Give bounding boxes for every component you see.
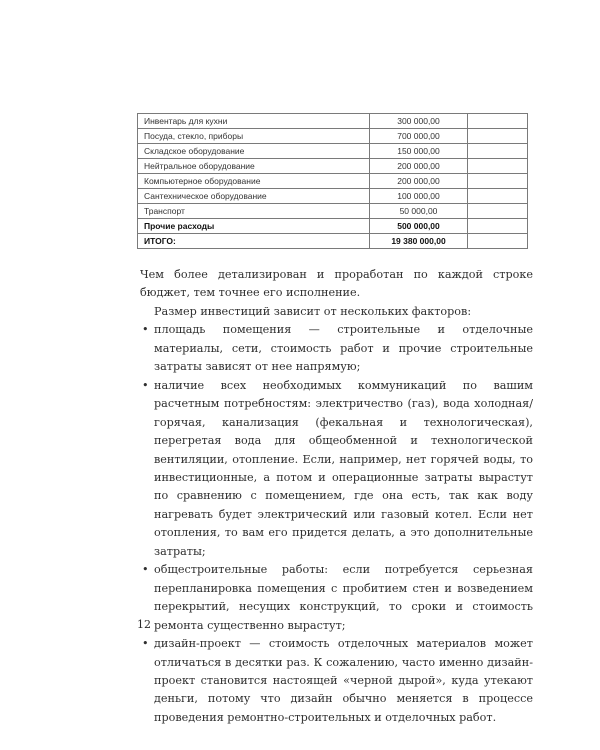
bullet-icon: • (142, 378, 149, 392)
intro-paragraph: Чем более детализирован и проработан по каждой строке бюджет, тем точнее его исполнение. (140, 268, 533, 300)
total-label: ИТОГО: (138, 234, 370, 249)
list-item (140, 561, 533, 635)
bullet-icon: • (142, 637, 149, 651)
empty-cell (468, 129, 528, 144)
empty-cell (468, 219, 528, 234)
list-item-text: наличие всех необходимых коммуникаций по вашим расчетным потребностям: электричество (газ), вода холодная/горячая, канализация (фекальная и технологическая), перегретая вода для общеобменной и технологической вентиляции, отопление. Если, например, нет горячей воды, то инвестиционные, а потом и операционные затраты вырастут по сравнению с помещением, где она есть, так как воду нагревать будет электрический или газовый котел. Если нет отопления, то вам его придется делать, а это дополнительные затраты; (154, 378, 533, 558)
factors-lead: Размер инвестиций зависит от нескольких факторов: (154, 304, 472, 318)
amount-cell: 700 000,00 (370, 129, 468, 144)
bullet-icon: • (142, 563, 149, 577)
page-number: 12 (137, 618, 151, 631)
empty-cell (468, 189, 528, 204)
table-row (138, 189, 528, 204)
item-cell: Транспорт (138, 204, 370, 219)
list-item-text: дизайн-проект — стоимость отделочных материалов может отличаться в десятки раз. К сожалению, часто именно дизайн-проект становится настоящей «черной дырой», куда утекают деньги, потому что дизайн обычно меняется в процессе проведения ремонтно-строительных и отделочных работ. (154, 637, 533, 724)
table-row (138, 204, 528, 219)
table-row (138, 174, 528, 189)
list-item-text: площадь помещения — строительные и отделочные материалы, сети, стоимость работ и прочие строительные затраты зависят от нее напрямую; (154, 323, 533, 374)
table-row (138, 114, 528, 129)
amount-cell: 300 000,00 (370, 114, 468, 129)
amount-cell: 50 000,00 (370, 204, 468, 219)
item-cell: Нейтральное оборудование (138, 159, 370, 174)
item-cell: Складское оборудование (138, 144, 370, 159)
list-item (140, 635, 533, 727)
amount-cell: 500 000,00 (370, 219, 468, 234)
empty-cell (468, 174, 528, 189)
bullet-icon: • (142, 323, 149, 337)
amount-cell: 200 000,00 (370, 159, 468, 174)
factors-list (140, 321, 533, 727)
empty-cell (468, 234, 528, 249)
amount-cell: 150 000,00 (370, 144, 468, 159)
amount-cell: 200 000,00 (370, 174, 468, 189)
empty-cell (468, 159, 528, 174)
table-row (138, 144, 528, 159)
table-row (138, 159, 528, 174)
table-row (138, 129, 528, 144)
total-row (138, 234, 528, 249)
list-item-text: общестроительные работы: если потребуется серьезная перепланировка помещения с пробитием стен и возведением перекрытий, несущих конструкций, то сроки и стоимость ремонта существенно вырастут; (154, 563, 533, 632)
empty-cell (468, 114, 528, 129)
budget-table (137, 113, 528, 249)
empty-cell (468, 144, 528, 159)
body-text (140, 266, 533, 727)
item-cell: Прочие расходы (138, 219, 370, 234)
amount-cell: 100 000,00 (370, 189, 468, 204)
item-cell: Сантехническое оборудование (138, 189, 370, 204)
empty-cell (468, 204, 528, 219)
total-amount: 19 380 000,00 (370, 234, 468, 249)
list-item (140, 321, 533, 376)
item-cell: Инвентарь для кухни (138, 114, 370, 129)
list-item (140, 377, 533, 562)
item-cell: Посуда, стекло, приборы (138, 129, 370, 144)
other-expenses-row (138, 219, 528, 234)
item-cell: Компьютерное оборудование (138, 174, 370, 189)
